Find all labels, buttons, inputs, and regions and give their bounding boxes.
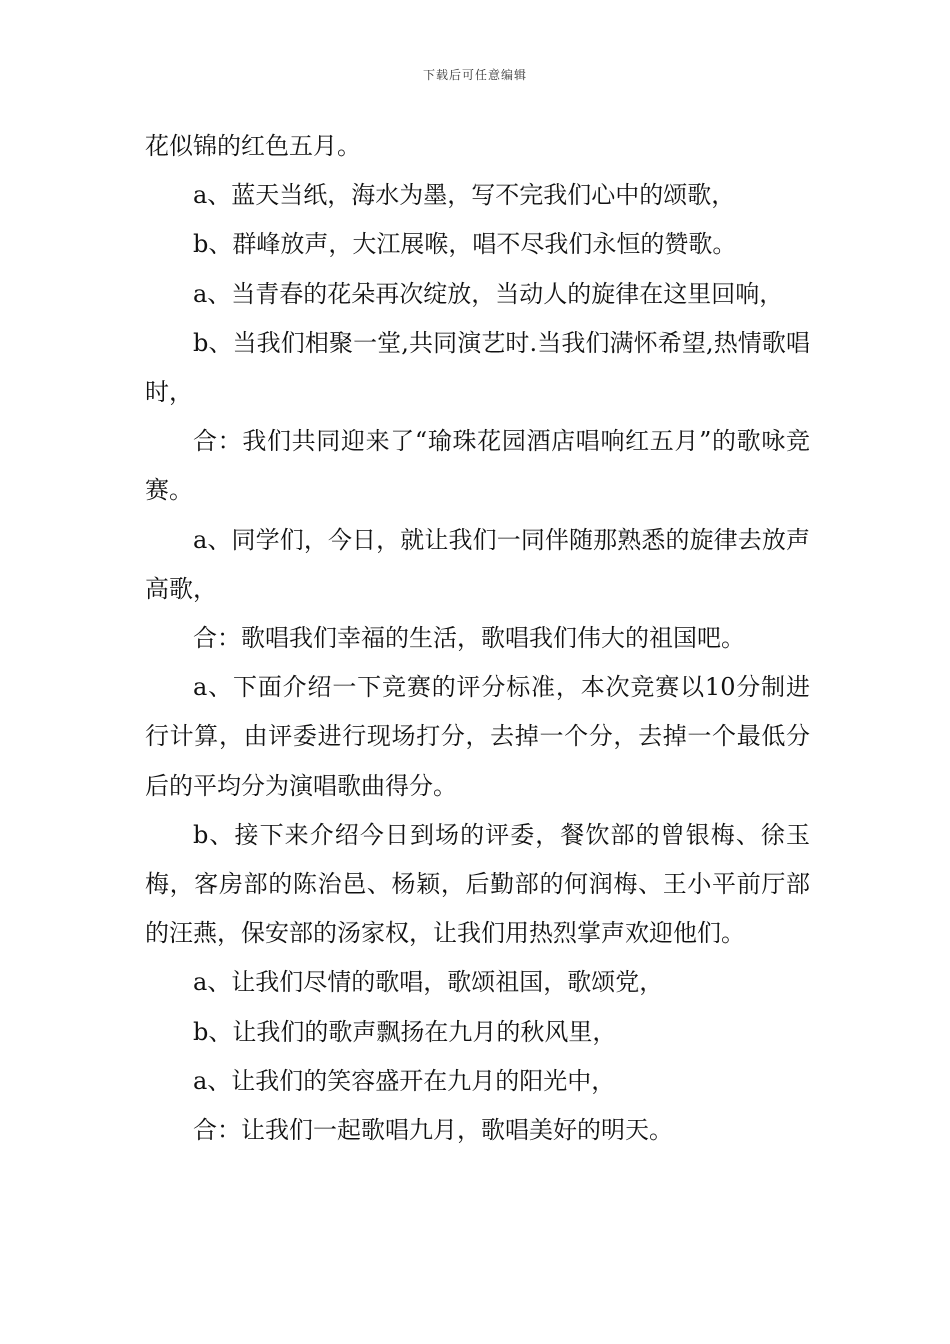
paragraph: a、让我们的笑容盛开在九月的阳光中， <box>193 1066 616 1095</box>
paragraph: a、同学们，今日，就让我们一同伴随那熟悉的旋律去放声高歌， <box>145 525 810 603</box>
paragraph: b、当我们相聚一堂,共同演艺时.当我们满怀希望,热情歌唱时， <box>145 328 810 407</box>
paragraph: b、让我们的歌声飘扬在九月的秋风里， <box>193 1017 617 1046</box>
paragraph: b、群峰放声，大江展喉，唱不尽我们永恒的赞歌。 <box>193 230 737 259</box>
document-body <box>145 122 810 1155</box>
paragraph: b、接下来介绍今日到场的评委，餐饮部的曾银梅、徐玉梅，客房部的陈治邑、杨颖，后勤部的何润梅、王小平前厅部的汪燕，保安部的汤家权，让我们用热烈掌声欢迎他们。 <box>145 820 810 948</box>
paragraph: 合：我们共同迎来了“瑜珠花园酒店唱响红五月”的歌咏竞赛。 <box>145 427 810 505</box>
paragraph: a、下面介绍一下竞赛的评分标准，本次竞赛以10分制进行计算，由评委进行现场打分，去掉一个分，去掉一个最低分后的平均分为演唱歌曲得分。 <box>145 673 810 800</box>
paragraph: a、让我们尽情的歌唱，歌颂祖国，歌颂党， <box>193 968 664 997</box>
paragraph: 合：让我们一起歌唱九月，歌唱美好的明天。 <box>193 1116 673 1145</box>
paragraph: a、蓝天当纸，海水为墨，写不完我们心中的颂歌， <box>193 181 736 210</box>
paragraph: a、当青春的花朵再次绽放，当动人的旋律在这里回响， <box>193 279 784 308</box>
paragraph: 合：歌唱我们幸福的生活，歌唱我们伟大的祖国吧。 <box>193 624 745 653</box>
page-header-note: 下载后可任意编辑 <box>422 68 527 82</box>
paragraph: 花似锦的红色五月。 <box>145 132 361 160</box>
